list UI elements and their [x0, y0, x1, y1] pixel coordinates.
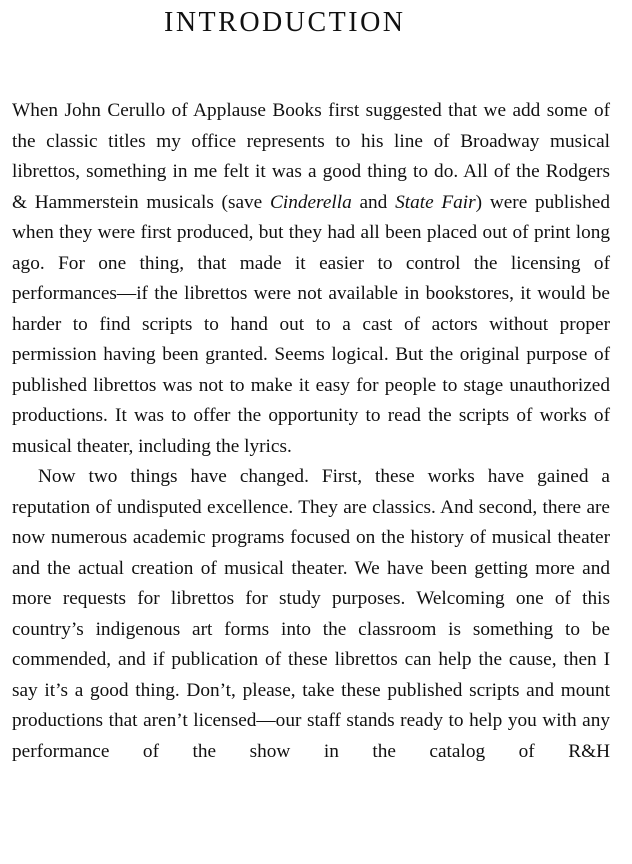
paragraph-1-text-c: ) were published when they were first produced, but they had all been placed out of print long ago. For one thing, that made it easier to control the licensing of performances—if the librettos were not available in bookstores, it would be harder to find scripts to hand out to a cast of actors without proper permission having been granted. Seems logical. But the original purpose of published librettos was not to make it easy for people to stage unauthorized productions. It was to offer the opportunity to read the scripts of works of musical theater, including the lyrics.: [12, 191, 610, 457]
title-state-fair: State Fair: [395, 191, 476, 213]
title-cinderella: Cinderella: [269, 191, 352, 213]
chapter-body: [12, 96, 610, 767]
paragraph-1-text-b: and: [351, 191, 396, 213]
chapter-title: INTRODUCTION: [164, 7, 406, 38]
paragraph-2: Now two things have changed. First, these works have gained a reputation of undisputed excellence. They are classics. And second, there are now numerous academic programs focused on the history of musical theater and the actual creation of musical theater. We have been getting more and more requests for librettos for study purposes. Welcoming one of this country’s indigenous art forms into the classroom is something to be commended, and if publication of these librettos can help the cause, then I say it’s a good thing. Don’t, please, take these published scripts and mount productions that aren’t licensed—our staff stands ready to help you with any performance of the show in the catalog of R&H: [12, 466, 610, 762]
paragraph-1: [12, 96, 610, 462]
paragraph-1-text-a: When John Cerullo of Applause Books first suggested that we add some of the classic titles my office represents to his line of Broadway musical librettos, something in me felt it was a good thing to do. All of the Rodgers & Hammerstein musicals (save: [12, 100, 610, 213]
